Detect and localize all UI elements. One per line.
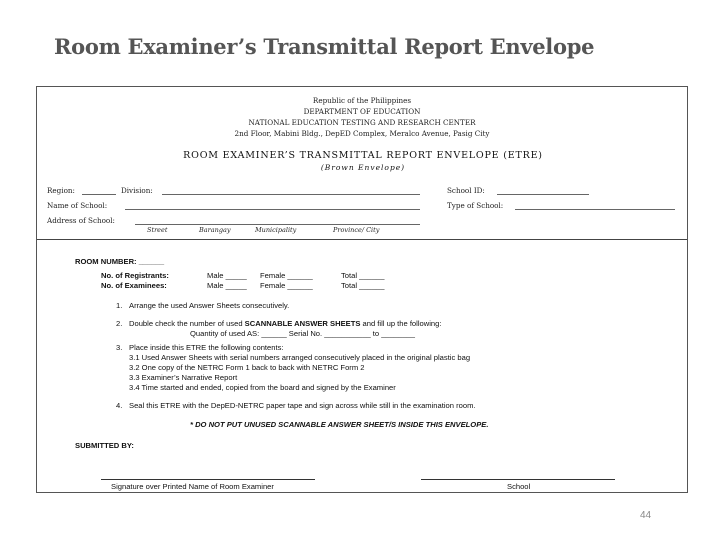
warning-text: * DO NOT PUT UNUSED SCANNABLE ANSWER SHEET/S INSIDE THIS ENVELOPE. xyxy=(190,420,489,429)
step-1-text: Arrange the used Answer Sheets consecutively. xyxy=(129,301,290,310)
slide-title: Room Examiner’s Transmittal Report Envelope xyxy=(54,34,595,59)
address-province-caption: Province/ City xyxy=(333,226,380,234)
school-caption: School xyxy=(507,482,531,491)
section-divider xyxy=(37,239,688,240)
submitted-by-label: SUBMITTED BY: xyxy=(75,441,134,450)
name-of-school-label: Name of School: xyxy=(47,201,108,210)
step-2-quantity-line: Quantity of used AS: ______ Serial No. ___________ to ________ xyxy=(190,329,416,338)
step-3-3: 3.3 Examiner’s Narrative Report xyxy=(129,373,238,382)
step-4-text: Seal this ETRE with the DepED-NETRC paper tape and sign across while still in the examination room. xyxy=(129,401,476,410)
letterhead-address: 2nd Floor, Mabini Bldg., DepED Complex, Meralco Avenue, Pasig City xyxy=(234,129,490,138)
examinees-total: Total ______ xyxy=(341,281,385,290)
signature-caption: Signature over Printed Name of Room Examiner xyxy=(111,482,274,491)
school-id-field xyxy=(497,194,589,195)
form-title: ROOM EXAMINER’S TRANSMITTAL REPORT ENVELOPE (ETRE) xyxy=(183,150,543,161)
step-2-bold: SCANNABLE ANSWER SHEETS xyxy=(244,319,361,328)
division-label: Division: xyxy=(121,186,153,195)
step-3-text: Place inside this ETRE the following contents: xyxy=(129,343,284,352)
registrants-total: Total ______ xyxy=(341,271,385,280)
region-field xyxy=(82,194,116,195)
address-label: Address of School: xyxy=(47,216,115,225)
school-line xyxy=(421,479,615,480)
step-3-1: 3.1 Used Answer Sheets with serial numbers arranged consecutively placed in the original plastic bag xyxy=(129,353,471,362)
page-number: 44 xyxy=(640,510,652,521)
type-of-school-label: Type of School: xyxy=(447,201,504,210)
signature-line xyxy=(101,479,315,480)
room-number-label: ROOM NUMBER: ______ xyxy=(75,257,165,266)
school-id-label: School ID: xyxy=(447,186,485,195)
registrants-female: Female ______ xyxy=(260,271,313,280)
name-of-school-field xyxy=(125,209,420,210)
form-subtitle: (Brown Envelope) xyxy=(320,163,406,172)
examinees-female: Female ______ xyxy=(260,281,313,290)
registrants-male: Male _____ xyxy=(207,271,247,280)
letterhead-center: NATIONAL EDUCATION TESTING AND RESEARCH CENTER xyxy=(248,118,476,127)
letterhead-department: DEPARTMENT OF EDUCATION xyxy=(303,107,421,116)
etre-form-document xyxy=(36,86,688,493)
form-letterhead xyxy=(197,95,527,139)
step-4-number: 4. xyxy=(116,401,123,410)
address-barangay-caption: Barangay xyxy=(199,226,231,234)
step-3-number: 3. xyxy=(116,343,123,352)
examinees-male: Male _____ xyxy=(207,281,247,290)
division-field xyxy=(162,194,420,195)
address-street-caption: Street xyxy=(147,226,168,234)
step-2-text xyxy=(129,319,441,328)
type-of-school-field xyxy=(515,209,675,210)
step-3-4: 3.4 Time started and ended, copied from the board and signed by the Examiner xyxy=(129,383,396,392)
examinees-label: No. of Examinees: xyxy=(101,281,167,290)
step-3-2: 3.2 One copy of the NETRC Form 1 back to back with NETRC Form 2 xyxy=(129,363,365,372)
address-field xyxy=(135,224,420,225)
step-2-number: 2. xyxy=(116,319,123,328)
address-municipality-caption: Municipality xyxy=(255,226,297,234)
step-2-pre: Double check the number of used xyxy=(129,319,245,328)
registrants-label: No. of Registrants: xyxy=(101,271,169,280)
letterhead-republic: Republic of the Philippines xyxy=(312,96,412,105)
region-label: Region: xyxy=(47,186,75,195)
step-2-post: and fill up the following: xyxy=(360,319,442,328)
step-1-number: 1. xyxy=(116,301,123,310)
